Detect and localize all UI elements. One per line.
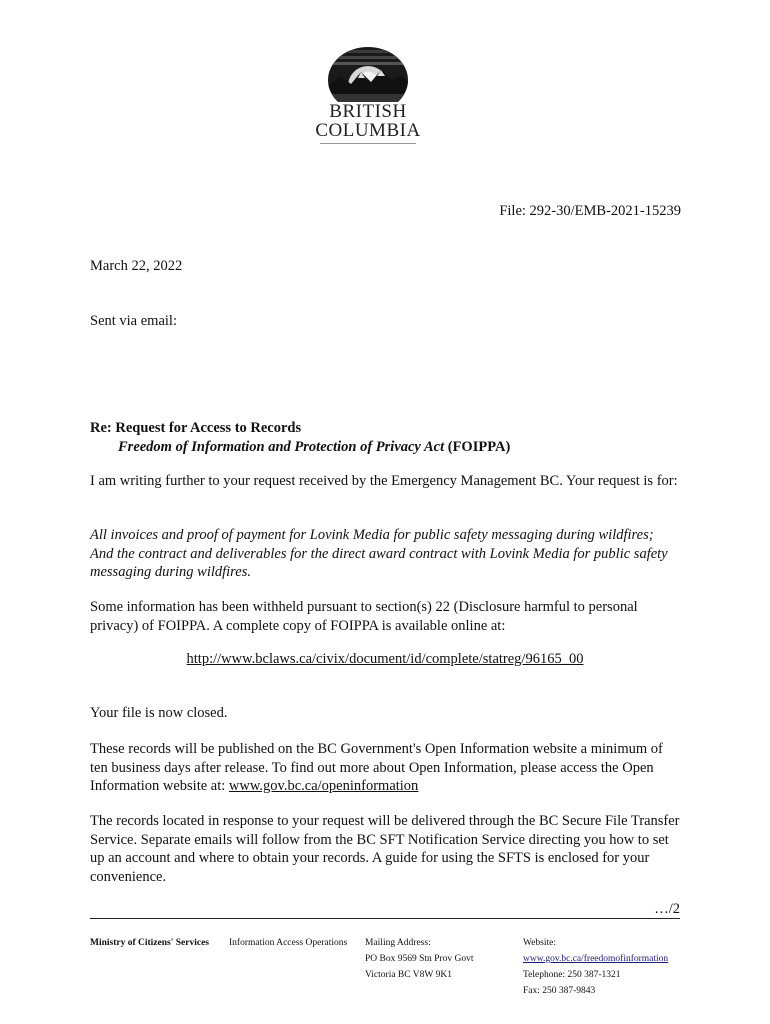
foippa-link[interactable]: http://www.bclaws.ca/civix/document/id/complete/statreg/96165_00 <box>186 651 584 667</box>
file-reference: File: 292-30/EMB-2021-15239 <box>499 203 681 219</box>
file-closed-paragraph: Your file is now closed. <box>90 705 228 721</box>
act-line <box>90 438 680 457</box>
sent-via-line: Sent via email: <box>90 313 177 329</box>
fax: Fax: 250 387-9843 <box>523 986 596 996</box>
sft-paragraph: The records located in response to your request will be delivered through the BC Secure File Transfer Service. Separate emails will follow from the BC SFT Notification Service directing you how to set up an account and where to obtain your records. A guide for using the SFTS is enclosed for your convenience. <box>90 813 680 885</box>
footer-ministry: Ministry of Citizens' Services <box>90 938 209 948</box>
act-title: Freedom of Information and Protection of Privacy Act <box>118 438 445 455</box>
page-indicator: …/2 <box>654 901 680 917</box>
footer-branch: Information Access Operations <box>229 938 348 948</box>
footer-mailing <box>365 935 473 983</box>
request-text: All invoices and proof of payment for Lovink Media for public safety messaging during wildfires; And the contract and deliverables for the direct award contract with Lovink Media for public safety messaging during wildfires. <box>90 527 668 580</box>
subject-line: Re: Request for Access to Records <box>90 420 302 436</box>
bc-logo <box>312 46 424 144</box>
website-link[interactable]: www.gov.bc.ca/freedomofinformation <box>523 954 669 964</box>
open-information-text: These records will be published on the BC Government's Open Information website a minimum of ten business days after release. To find out more about Open Information, please access the Open Information website at: <box>90 741 663 794</box>
intro-paragraph: I am writing further to your request received by the Emergency Management BC. Your request is for: <box>90 473 678 489</box>
letter-date: March 22, 2022 <box>90 258 183 274</box>
telephone: Telephone: 250 387-1321 <box>523 970 621 980</box>
mailing-line-2: Victoria BC V8W 9K1 <box>365 970 452 980</box>
bc-sun-mountains-icon <box>327 46 409 102</box>
mailing-line-1: PO Box 9569 Stn Prov Govt <box>365 954 474 964</box>
withheld-paragraph: Some information has been withheld pursuant to section(s) 22 (Disclosure harmful to personal privacy) of FOIPPA. A complete copy of FOIPPA is available online at: <box>90 599 638 634</box>
footer-contact <box>523 935 668 999</box>
open-information-link[interactable]: www.gov.bc.ca/openinformation <box>228 778 419 794</box>
open-information-paragraph <box>90 740 680 796</box>
footer-divider <box>90 918 680 919</box>
act-abbrev: (FOIPPA) <box>444 438 511 455</box>
mailing-label: Mailing Address: <box>365 938 431 948</box>
website-label: Website: <box>523 938 557 948</box>
subject-block <box>90 419 680 456</box>
logo-word-british: BRITISH <box>329 101 407 122</box>
logo-underline <box>320 143 416 144</box>
logo-word-columbia: COLUMBIA <box>315 120 421 141</box>
